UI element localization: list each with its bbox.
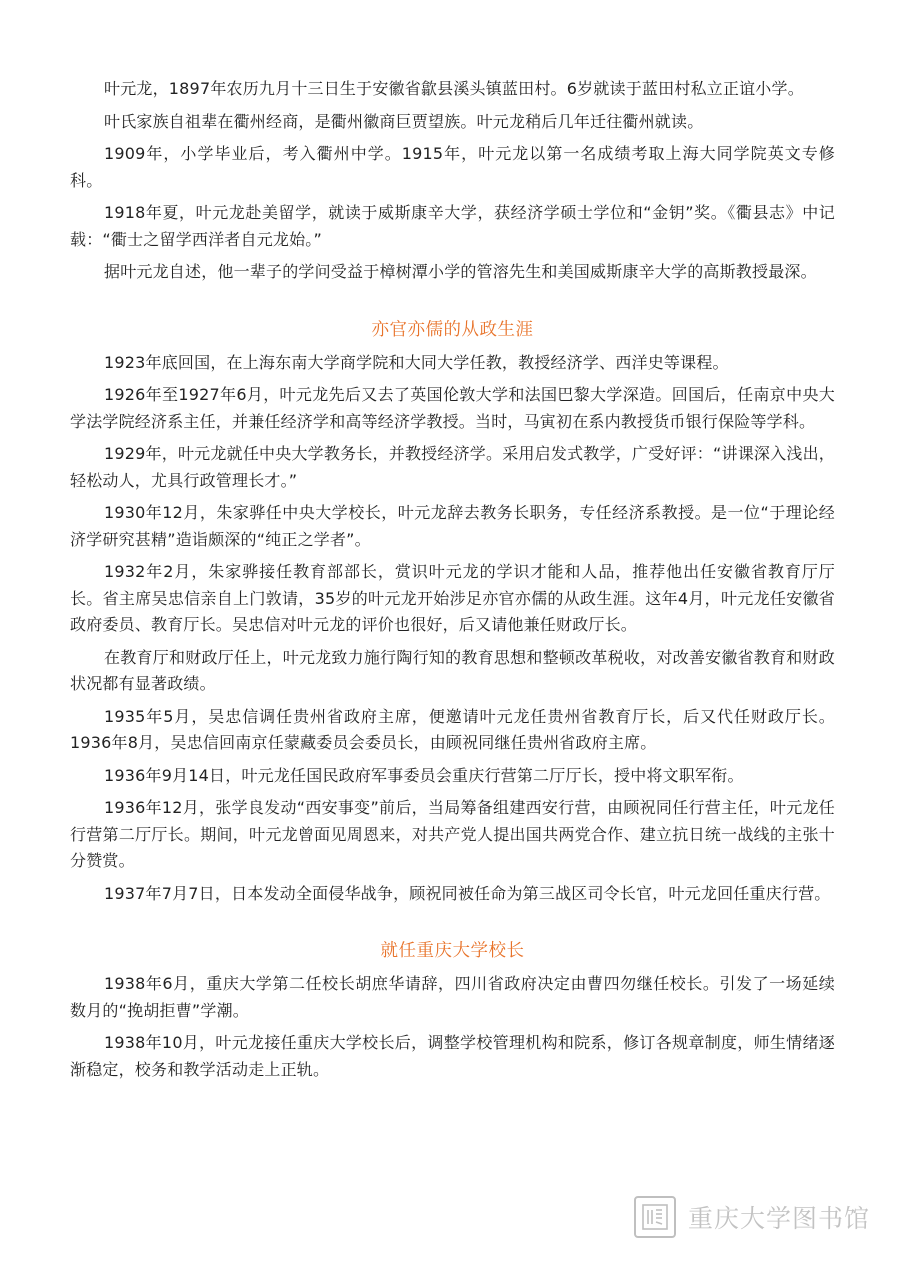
section-heading: 就任重庆大学校长: [380, 941, 525, 961]
watermark-text: 重庆大学图书馆: [688, 1204, 871, 1233]
paragraph: 1937年7月7日，日本发动全面侵华战争，顾祝同被任命为第三战区司令长官，叶元龙回任重庆行营。: [104, 883, 831, 903]
library-watermark: [634, 1193, 870, 1241]
paragraph: 1909年，小学毕业后，考入衢州中学。1915年，叶元龙以第一名成绩考取上海大同学院英文专修科。: [70, 144, 835, 190]
paragraph: 1923年底回国，在上海东南大学商学院和大同大学任教，教授经济学、西洋史等课程。: [104, 352, 729, 372]
paragraph: 1918年夏，叶元龙赴美留学，就读于威斯康辛大学，获经济学硕士学位和“金钥”奖。《衢县志》中记载：“衢士之留学西洋者自元龙始。”: [70, 203, 835, 249]
paragraph: 1932年2月，朱家骅接任教育部部长，赏识叶元龙的学识才能和人品，推荐他出任安徽省教育厅厅长。省主席吴忠信亲自上门敦请，35岁的叶元龙开始涉足亦官亦儒的从政生涯。这年4月，叶元龙任安徽省政府委员、教育厅长。吴忠信对叶元龙的评价也很好，后又请他兼任财政厅长。: [70, 562, 835, 634]
paragraph: 1938年6月，重庆大学第二任校长胡庶华请辞，四川省政府决定由曹四勿继任校长。引发了一场延续数月的“挽胡拒曹”学潮。: [70, 974, 835, 1020]
paragraph: 1930年12月，朱家骅任中央大学校长，叶元龙辞去教务长职务，专任经济系教授。是一位“于理论经济学研究甚精”造诣颇深的“纯正之学者”。: [70, 503, 835, 549]
paragraph: 叶元龙，1897年农历九月十三日生于安徽省歙县溪头镇蓝田村。6岁就读于蓝田村私立正谊小学。: [104, 79, 804, 98]
paragraph: 1926年至1927年6月，叶元龙先后又去了英国伦敦大学和法国巴黎大学深造。回国后，任南京中央大学法学院经济系主任，并兼任经济学和高等经济学教授。当时，马寅初在系内教授货币银行保险等学科。: [70, 385, 835, 431]
paragraph: 1929年，叶元龙就任中央大学教务长，并教授经济学。采用启发式教学，广受好评：“讲课深入浅出，轻松动人，尤具行政管理长才。”: [70, 444, 835, 490]
paragraph: 叶氏家族自祖辈在衢州经商，是衢州徽商巨贾望族。叶元龙稍后几年迁往衢州就读。: [104, 111, 704, 131]
paragraph: 据叶元龙自述，他一辈子的学问受益于樟树潭小学的管溶先生和美国威斯康辛大学的高斯教授最深。: [104, 262, 817, 281]
paragraph: 1938年10月，叶元龙接任重庆大学校长后，调整学校管理机构和院系，修订各规章制度，师生情绪逐渐稳定，校务和教学活动走上正轨。: [70, 1033, 835, 1079]
paragraph: 1936年9月14日，叶元龙任国民政府军事委员会重庆行营第二厅厅长，授中将文职军衔。: [104, 765, 744, 785]
section-heading: 亦官亦儒的从政生涯: [371, 319, 534, 340]
article-body: [70, 76, 835, 1089]
library-logo-icon: [634, 1196, 676, 1238]
paragraph: 在教育厅和财政厅任上，叶元龙致力施行陶行知的教育思想和整顿改革税收，对改善安徽省教育和财政状况都有显著政绩。: [70, 647, 835, 693]
paragraph: 1936年12月，张学良发动“西安事变”前后，当局筹备组建西安行营，由顾祝同任行营主任，叶元龙任行营第二厅厅长。期间，叶元龙曾面见周恩来，对共产党人提出国共两党合作、建立抗日统一战线的主张十分赞赏。: [70, 798, 835, 870]
paragraph: 1935年5月，吴忠信调任贵州省政府主席，便邀请叶元龙任贵州省教育厅长，后又代任财政厅长。1936年8月，吴忠信回南京任蒙藏委员会委员长，由顾祝同继任贵州省政府主席。: [70, 706, 835, 752]
